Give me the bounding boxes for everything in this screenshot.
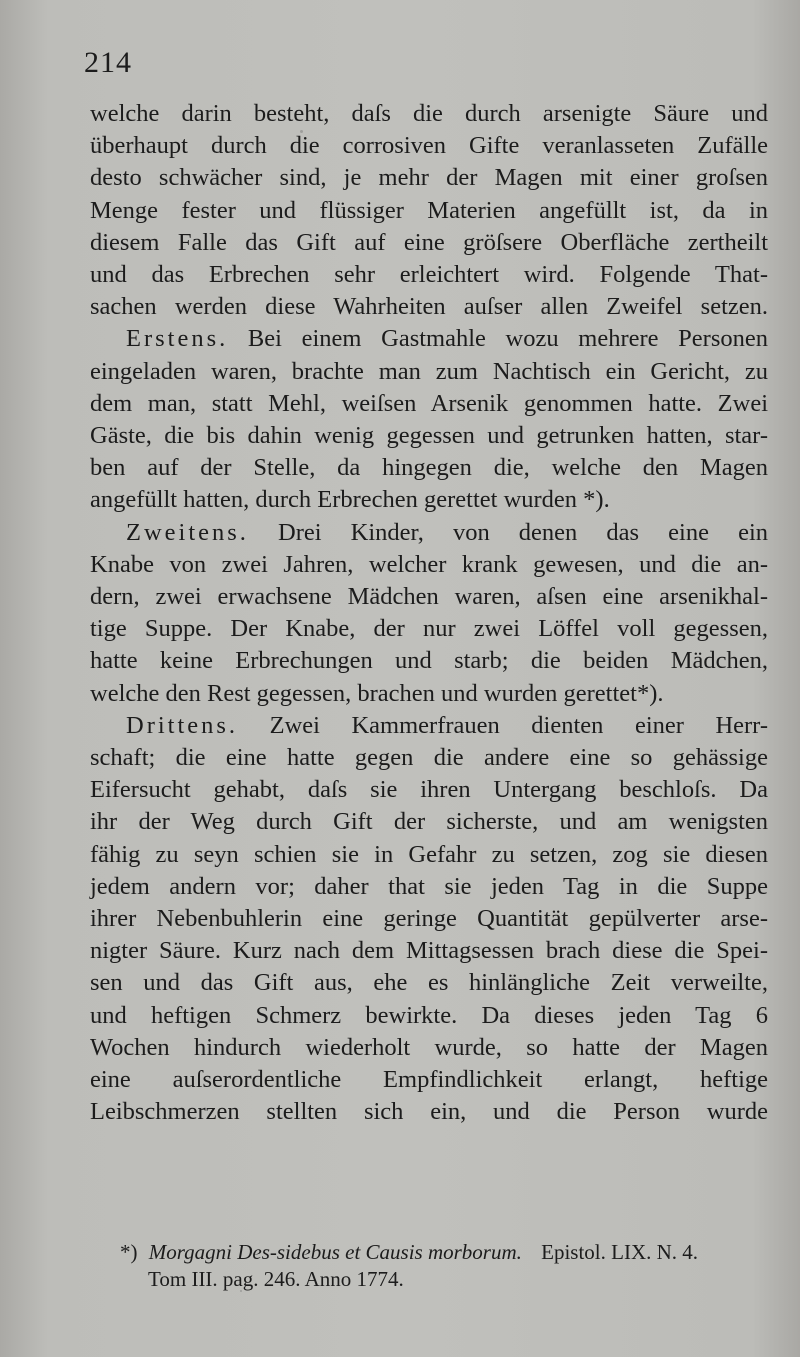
footnote-marker: *): [120, 1240, 138, 1264]
text-line: [90, 260, 768, 290]
section-lead: Drittens.: [126, 711, 239, 739]
line-text: dem man, statt Mehl, weiſsen Arsenik genommen hatte. Zwei: [90, 389, 768, 417]
text-line: [90, 421, 768, 451]
line-text: ben auf der Stelle, da hingegen die, welche den Magen: [90, 454, 768, 482]
line-text: Drei Kinder, von denen das eine ein: [278, 518, 769, 546]
text-line: [90, 679, 768, 709]
text-line: [126, 324, 768, 354]
text-line: [90, 807, 768, 837]
footnote-line-1: [120, 1239, 780, 1265]
line-text: Wochen hindurch wiederholt wurde, so hatte der Magen: [90, 1033, 768, 1061]
line-text: eine auſserordentliche Empfindlichkeit erlangt, heftige: [90, 1066, 768, 1093]
line-text: Eifersucht gehabt, daſs sie ihren Untergang beschloſs. Da: [90, 776, 768, 804]
text-line: [90, 872, 768, 902]
line-text: Bei einem Gastmahle wozu mehrere Personen: [247, 325, 769, 353]
footnote-citation: Morgagni Des-sidebus et Causis morborum.: [148, 1240, 522, 1264]
text-line: [90, 99, 768, 129]
line-text: jedem andern vor; daher that sie jeden Tag in die Suppe: [90, 872, 768, 900]
section-lead: Zweitens.: [126, 518, 249, 546]
line-text: und das Erbrechen sehr erleichtert wird. Folgende That-: [90, 261, 768, 288]
line-text: welche darin besteht, daſs die durch arsenigte Säure und: [90, 100, 768, 127]
text-line: [90, 1033, 768, 1063]
line-text: Gäste, die bis dahin wenig gegessen und getrunken hatten, star-: [90, 422, 768, 449]
text-line: [90, 775, 768, 805]
text-line: [90, 1097, 768, 1127]
line-text: überhaupt durch die corrosiven Gifte veranlasseten Zufälle: [90, 132, 768, 160]
text-line: [90, 743, 768, 773]
line-text: eingeladen waren, brachte man zum Nachtisch ein Gericht, zu: [90, 357, 768, 385]
text-line: [90, 936, 768, 966]
text-line: [90, 646, 768, 676]
text-line: [126, 518, 768, 548]
text-line: [90, 163, 768, 193]
line-text: ihrer Nebenbuhlerin eine geringe Quantität gepülverter arse-: [90, 905, 768, 932]
text-line: [90, 453, 768, 483]
text-line: [90, 840, 768, 870]
text-line: [90, 389, 768, 419]
text-line: [90, 1065, 768, 1095]
line-text: nigter Säure. Kurz nach dem Mittagsessen brach diese die Spei-: [90, 937, 768, 965]
line-text: sen und das Gift aus, ehe es hinlängliche Zeit verweilte,: [90, 969, 768, 997]
line-text: fähig zu seyn schien sie in Gefahr zu setzen, zog sie diesen: [90, 840, 768, 868]
text-line: [90, 614, 768, 644]
text-line: [90, 292, 768, 322]
footnote-details: Epistol. LIX. N. 4.: [541, 1240, 699, 1264]
footnote-line-2: Tom III. pag. 246. Anno 1774.: [148, 1267, 404, 1291]
line-text: welche den Rest gegessen, brachen und wurden gerettet*).: [90, 679, 664, 707]
line-text: Zwei Kammerfrauen dienten einer Herr-: [269, 711, 769, 739]
text-line: [126, 711, 768, 741]
text-line: [90, 131, 768, 161]
section-lead: Erstens.: [126, 325, 229, 353]
text-line: [90, 228, 768, 258]
text-line: [90, 485, 768, 515]
text-line: [90, 196, 768, 226]
text-line: [90, 357, 768, 387]
line-text: dern, zwei erwachsene Mädchen waren, aſsen eine arsenikhal-: [90, 583, 768, 610]
line-text: und heftigen Schmerz bewirkte. Da dieses jeden Tag 6: [90, 1001, 768, 1029]
line-text: Menge fester und flüssiger Materien angefüllt ist, da in: [90, 196, 768, 224]
text-line: [90, 904, 768, 934]
line-text: sachen werden diese Wahrheiten auſser allen Zweifel setzen.: [90, 293, 768, 321]
text-line: [90, 1001, 768, 1031]
page-number: 214: [84, 46, 132, 79]
text-line: [90, 582, 768, 612]
line-text: hatte keine Erbrechungen und starb; die beiden Mädchen,: [90, 647, 768, 675]
line-text: angefüllt hatten, durch Erbrechen gerettet wurden *).: [90, 486, 610, 514]
line-text: schaft; die eine hatte gegen die andere eine so gehässige: [90, 744, 768, 771]
line-text: Leibschmerzen stellten sich ein, und die Person wurde: [90, 1098, 768, 1126]
line-text: Knabe von zwei Jahren, welcher krank gewesen, und die an-: [90, 550, 768, 578]
line-text: diesem Falle das Gift auf eine gröſsere Oberfläche zertheilt: [90, 228, 768, 256]
line-text: desto schwächer sind, je mehr der Magen mit einer groſsen: [90, 164, 768, 192]
text-line: [90, 550, 768, 580]
line-text: tige Suppe. Der Knabe, der nur zwei Löffel voll gegessen,: [90, 615, 768, 643]
line-text: ihr der Weg durch Gift der sicherste, und am wenigsten: [90, 808, 768, 836]
text-line: [90, 968, 768, 998]
